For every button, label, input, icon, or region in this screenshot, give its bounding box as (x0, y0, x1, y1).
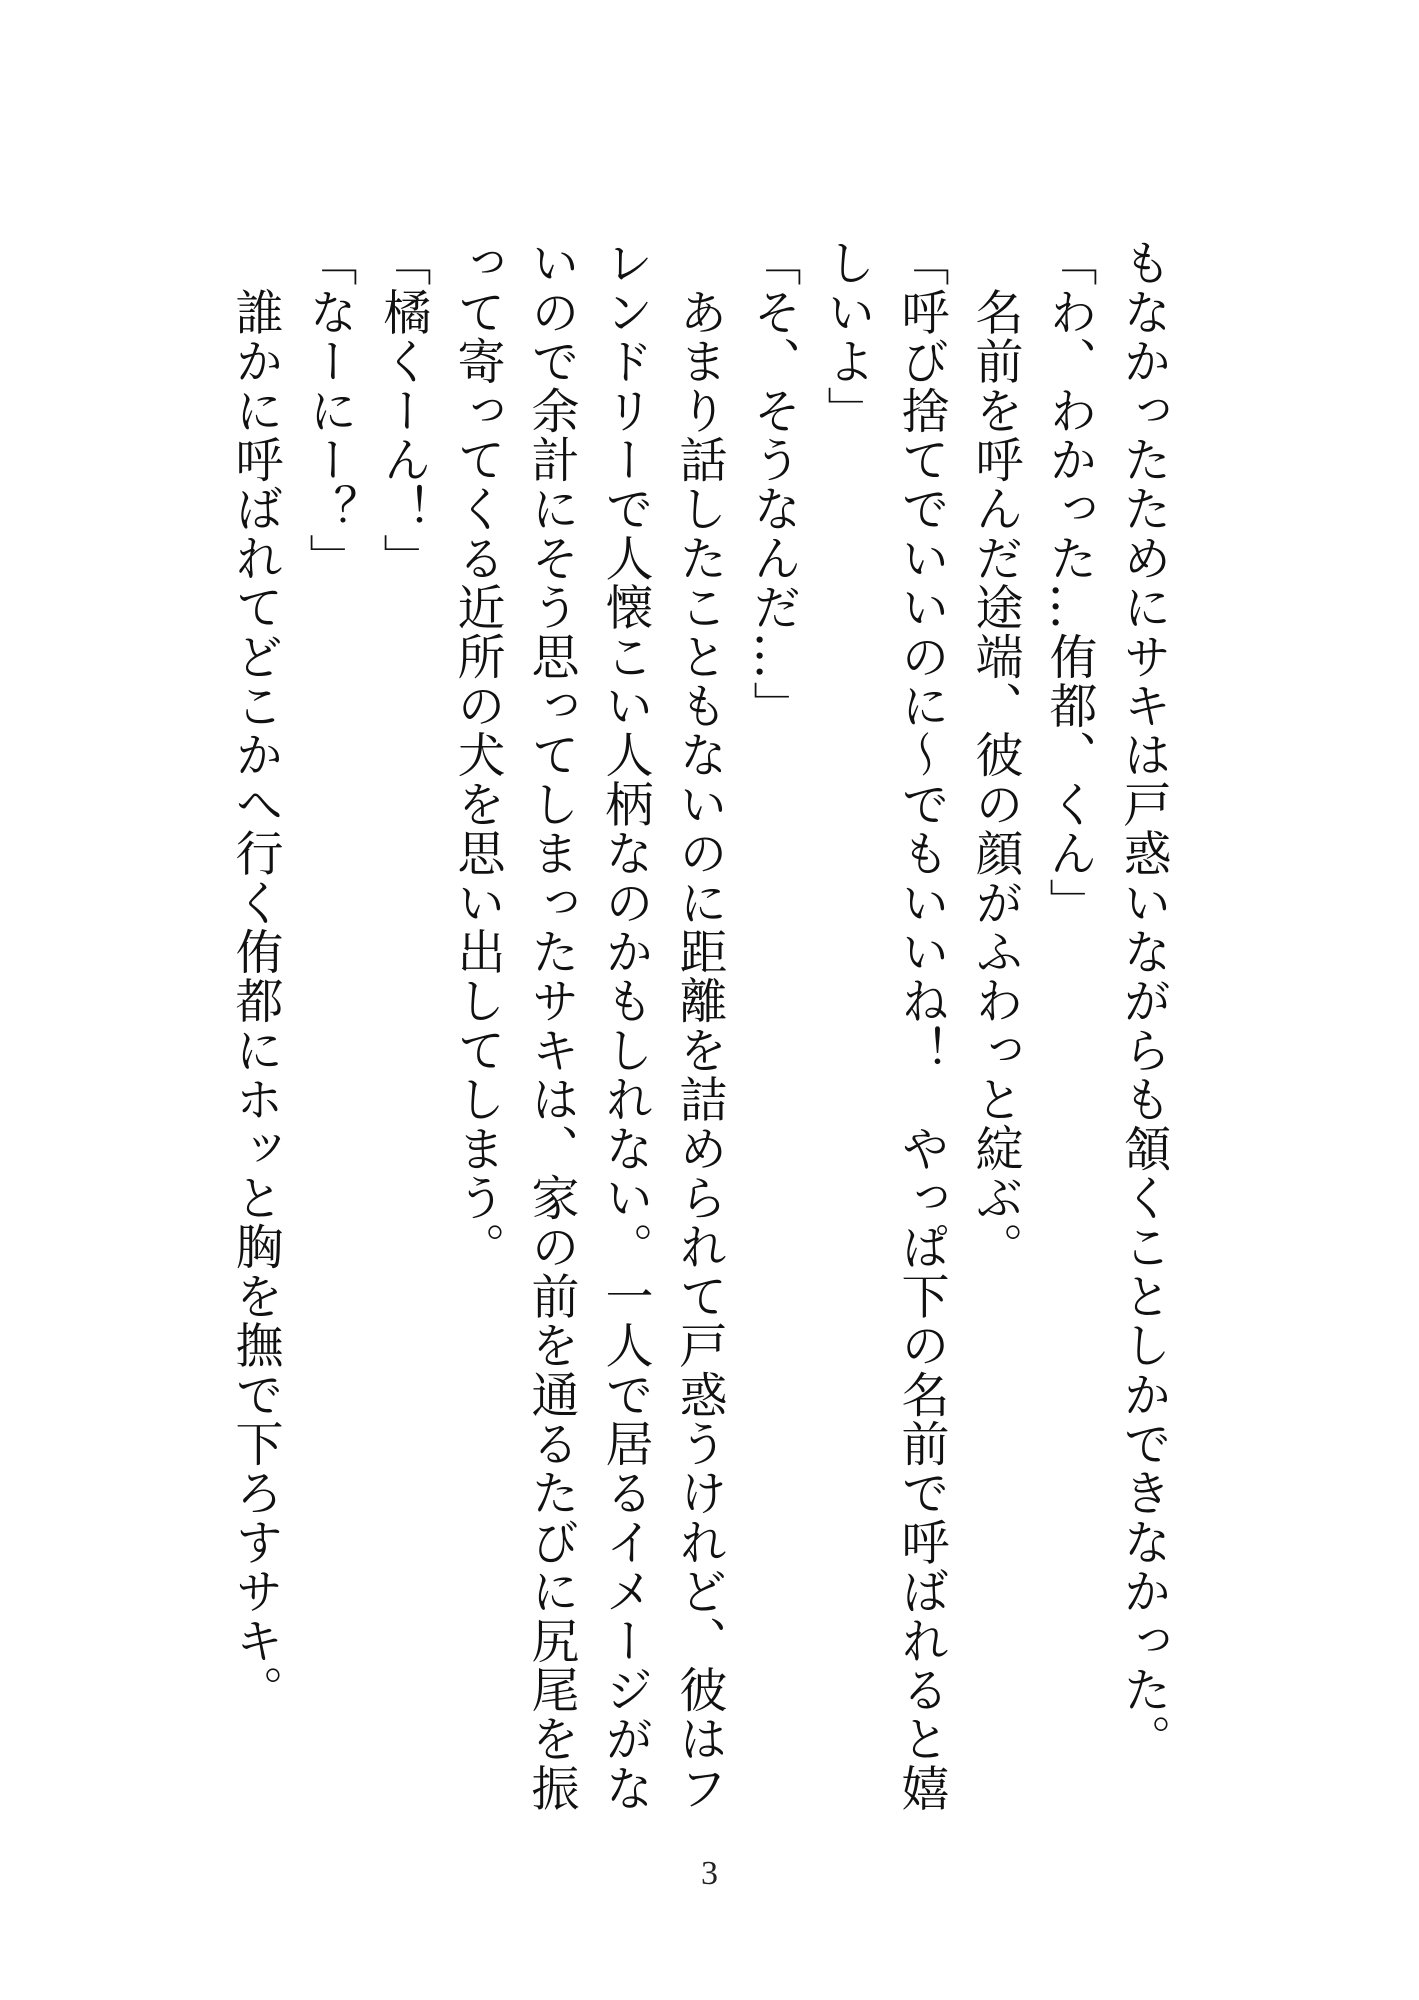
page-number: 3 (701, 1855, 718, 1892)
text-line: いので余計にそう思ってしまったサキは、家の前を通るたびに尻尾を振 (523, 238, 579, 1813)
text-line: 「なーにー？」 (301, 238, 357, 583)
text-line: 「呼び捨てでいいのに〜でもいいね！ やっぱ下の名前で呼ばれると嬉 (893, 238, 949, 1813)
text-line: 「そ、そうなんだ…」 (745, 238, 801, 730)
text-line: 「わ、わかった…侑都、くん」 (1041, 238, 1097, 927)
text-line: 「橘くーん！」 (375, 238, 431, 583)
text-line: もなかったためにサキは戸惑いながらも頷くことしかできなかった。 (1115, 238, 1171, 1764)
text-line: 誰かに呼ばれてどこかへ行く侑都にホッと胸を撫で下ろすサキ。 (227, 238, 283, 1714)
text-line: 名前を呼んだ途端、彼の顔がふわっと綻ぶ。 (967, 238, 1023, 1272)
text-line: レンドリーで人懐こい人柄なのかもしれない。一人で居るイメージがな (597, 238, 653, 1813)
text-line: しいよ」 (819, 238, 875, 435)
text-line: って寄ってくる近所の犬を思い出してしまう。 (449, 238, 505, 1272)
vertical-text-body (218, 238, 1180, 1838)
text-line: あまり話したこともないのに距離を詰められて戸惑うけれど、彼はフ (671, 238, 727, 1813)
